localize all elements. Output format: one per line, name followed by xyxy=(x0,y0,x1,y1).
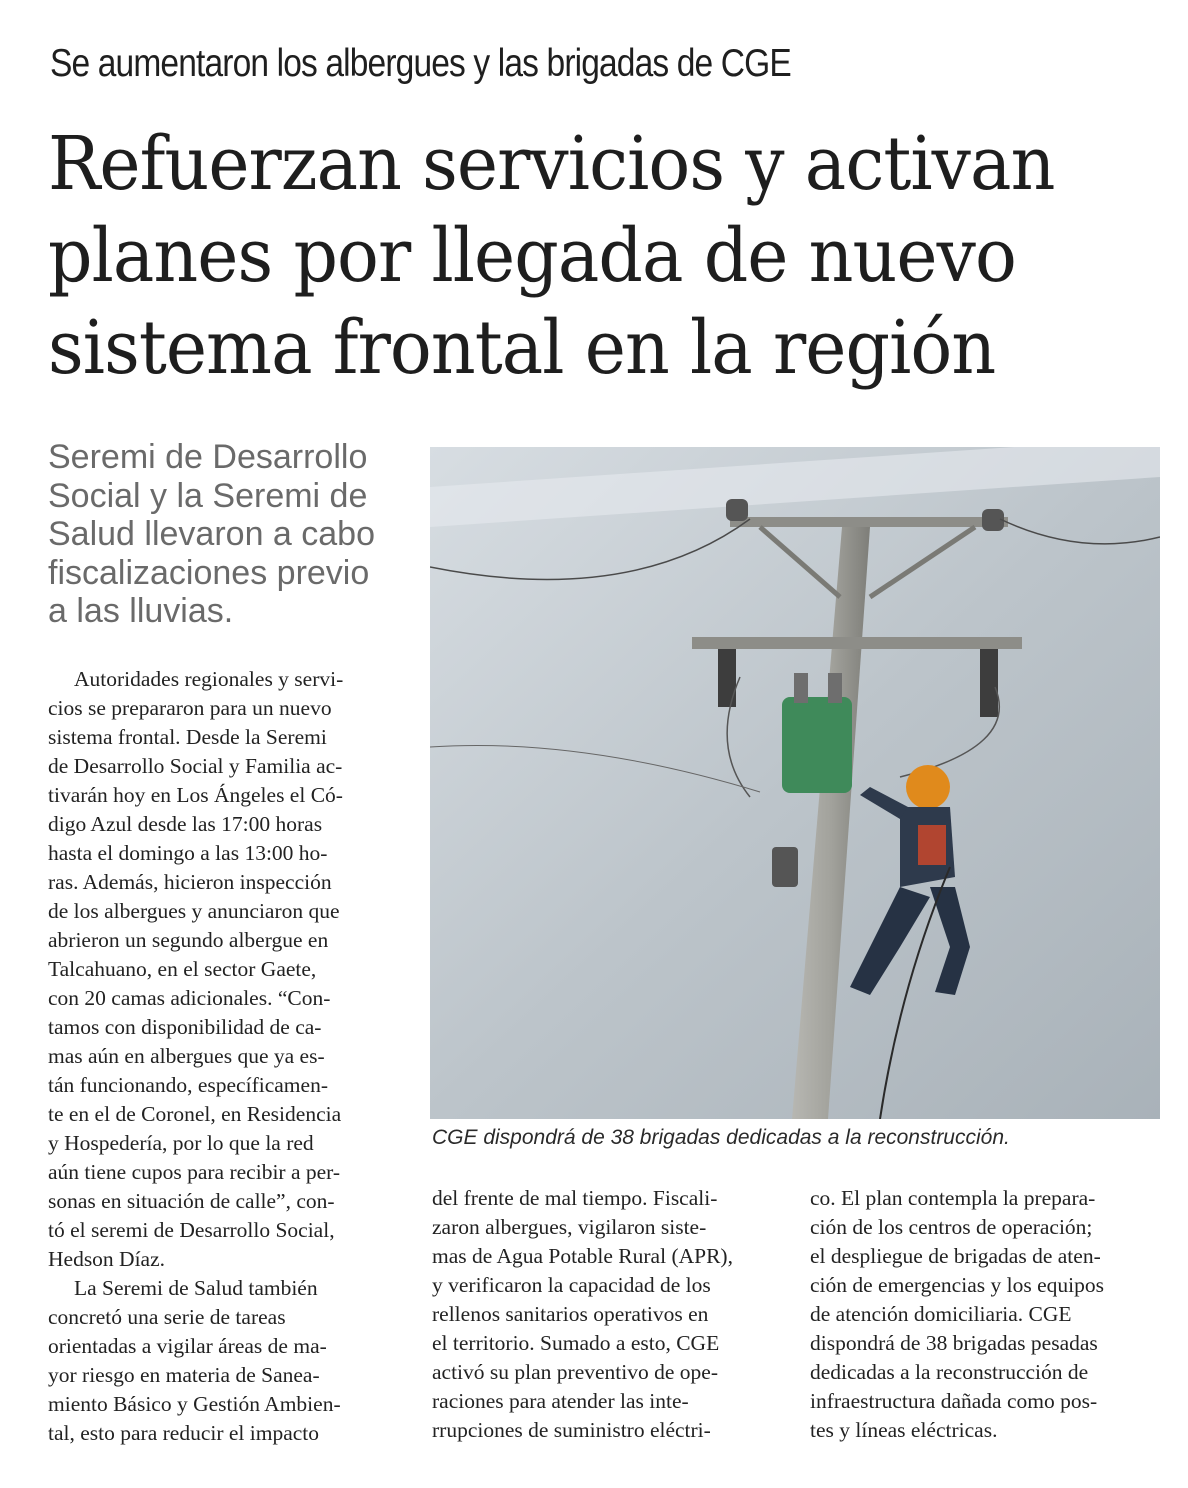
body-line: de atención domiciliaria. CGE xyxy=(810,1302,1072,1326)
body-line: aún tiene cupos para recibir a per- xyxy=(48,1160,341,1184)
body-line: dedicadas a la reconstrucción de xyxy=(810,1360,1089,1384)
body-line: ción de los centros de operación; xyxy=(810,1215,1093,1239)
body-column-1 xyxy=(48,665,400,1448)
headline-line: planes por llegada de nuevo xyxy=(48,213,1016,299)
body-line: concretó una serie de tareas xyxy=(48,1305,286,1329)
body-line: orientadas a vigilar áreas de ma- xyxy=(48,1334,327,1358)
body-line: dispondrá de 38 brigadas pesadas xyxy=(810,1331,1098,1355)
top-crossarm xyxy=(730,517,1008,527)
transformer xyxy=(782,697,852,793)
helmet xyxy=(906,765,950,809)
body-line: el despliegue de brigadas de aten- xyxy=(810,1244,1101,1268)
headline-line: sistema frontal en la región xyxy=(48,305,996,391)
middle-crossarm xyxy=(692,637,1022,649)
body-line: tal, esto para reducir el impacto xyxy=(48,1421,320,1445)
body-line: y verificaron la capacidad de los xyxy=(432,1273,711,1297)
body-line: Hedson Díaz. xyxy=(48,1247,166,1271)
body-column-3 xyxy=(810,1184,1158,1445)
body-line: Talcahuano, en el sector Gaete, xyxy=(48,957,317,981)
body-line: ras. Además, hicieron inspección xyxy=(48,870,332,894)
body-line: activó su plan preventivo de ope- xyxy=(432,1360,718,1384)
body-line: yor riesgo en materia de Sanea- xyxy=(48,1363,320,1387)
body-line: de Desarrollo Social y Familia ac- xyxy=(48,754,343,778)
body-line: rellenos sanitarios operativos en xyxy=(432,1302,709,1326)
lineman-on-pole-illustration xyxy=(430,447,1160,1119)
body-line: tes y líneas eléctricas. xyxy=(810,1418,998,1442)
deck-line: fiscalizaciones previo xyxy=(48,553,370,592)
body-line: zaron albergues, vigilaron siste- xyxy=(432,1215,707,1239)
body-line: ción de emergencias y los equipos xyxy=(810,1273,1104,1297)
fuse-cutout xyxy=(718,649,736,707)
body-line: sistema frontal. Desde la Seremi xyxy=(48,725,327,749)
body-line: tivarán hoy en Los Ángeles el Có- xyxy=(48,783,343,807)
body-line: tamos con disponibilidad de ca- xyxy=(48,1015,322,1039)
body-column-2 xyxy=(432,1184,780,1445)
pole-device xyxy=(772,847,798,887)
body-line: mas aún en albergues que ya es- xyxy=(48,1044,325,1068)
deck-line: Seremi de Desarrollo xyxy=(48,438,368,476)
body-line: rrupciones de suministro eléctri- xyxy=(432,1418,711,1442)
insulator xyxy=(726,499,748,521)
body-line: sonas en situación de calle”, con- xyxy=(48,1189,335,1213)
body-line: Autoridades regionales y servi- xyxy=(74,667,344,691)
deck-line: Salud llevaron a cabo xyxy=(48,515,376,553)
body-line: digo Azul desde las 17:00 horas xyxy=(48,812,323,836)
body-line: del frente de mal tiempo. Fiscali- xyxy=(432,1186,718,1210)
fuse-cutout xyxy=(980,649,998,717)
body-line: abrieron un segundo albergue en xyxy=(48,928,329,952)
body-line: hasta el domingo a las 13:00 ho- xyxy=(48,841,328,865)
headline-line: Refuerzan servicios y activan xyxy=(48,121,1055,207)
article-headline xyxy=(48,118,1158,394)
body-line: La Seremi de Salud también xyxy=(74,1276,318,1300)
body-line: tán funcionando, específicamen- xyxy=(48,1073,328,1097)
deck-line: Social y la Seremi de xyxy=(48,476,368,515)
body-line: mas de Agua Potable Rural (APR), xyxy=(432,1244,733,1268)
body-line: miento Básico y Gestión Ambien- xyxy=(48,1392,341,1416)
deck-line: a las lluvias. xyxy=(48,592,234,630)
body-line: co. El plan contempla la prepara- xyxy=(810,1186,1096,1210)
body-line: de los albergues y anunciaron que xyxy=(48,899,340,923)
body-line: cios se prepararon para un nuevo xyxy=(48,696,332,720)
body-line: y Hospedería, por lo que la red xyxy=(48,1131,314,1155)
body-line: el territorio. Sumado a esto, CGE xyxy=(432,1331,720,1355)
body-line: raciones para atender las inte- xyxy=(432,1389,689,1413)
photo-caption: CGE dispondrá de 38 brigadas dedicadas a la reconstrucción. xyxy=(432,1126,1010,1149)
body-line: te en el de Coronel, en Residencia xyxy=(48,1102,342,1126)
article-photo xyxy=(430,447,1160,1119)
article-deck xyxy=(48,438,408,631)
body-line: infraestructura dañada como pos- xyxy=(810,1389,1098,1413)
body-line: tó el seremi de Desarrollo Social, xyxy=(48,1218,335,1242)
body-line: con 20 camas adicionales. “Con- xyxy=(48,986,331,1010)
article-kicker: Se aumentaron los albergues y las brigadas de CGE xyxy=(50,42,791,85)
